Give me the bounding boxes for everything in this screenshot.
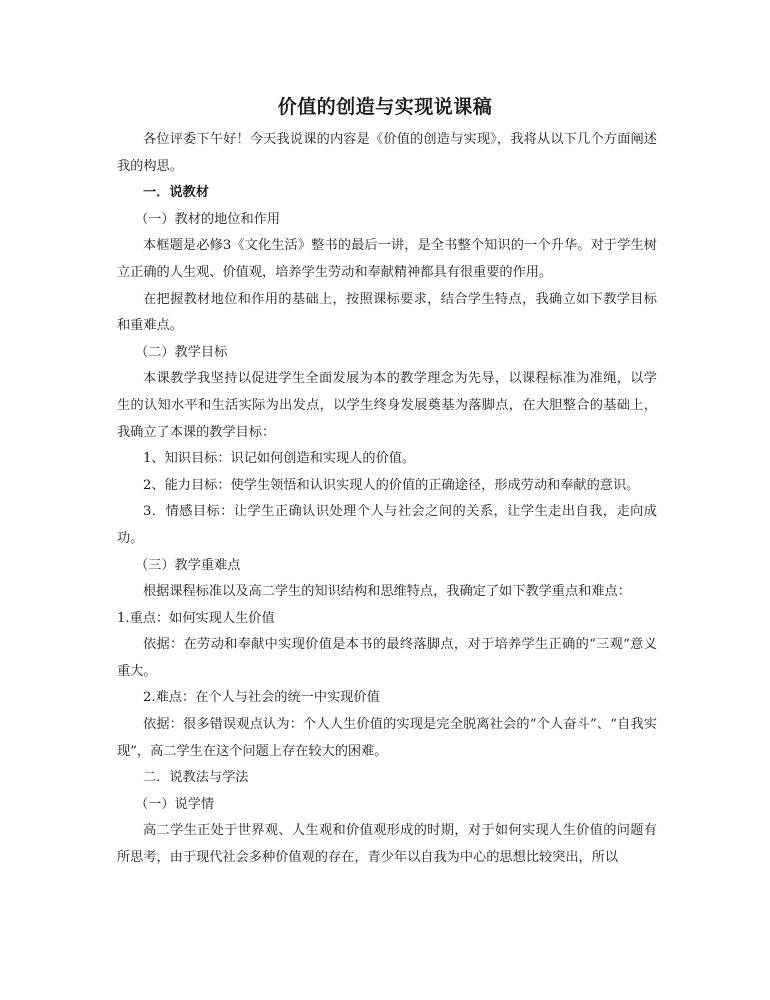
- document-body: [117, 127, 657, 872]
- paragraph-key-points-intro: 根据课程标准以及高二学生的知识结构和思维特点，我确定了如下教学重点和难点：: [143, 584, 631, 600]
- paragraph-key-point: 1.重点：如何实现人生价值: [117, 610, 275, 626]
- paragraph-textbook-role: 本框题是必修3《文化生活》整书的最后一讲，是全书整个知识的一个升华。对于学生树立正确的人生观、价值观，培养学生劳动和奉献精神都具有很重要的作用。: [117, 238, 657, 280]
- paragraph-teaching-goals: 本课教学我坚持以促进学生全面发展为本的教学理念为先导，以课程标准为准绳，以学生的认知水平和生活实际为出发点，以学生终身发展奠基为落脚点，在大胆整合的基础上，我确立了本课的教学目标：: [117, 371, 657, 440]
- paragraph-textbook-basis: 在把握教材地位和作用的基础上，按照课标要求，结合学生特点，我确立如下教学目标和重难点。: [117, 291, 657, 334]
- paragraph-emotion-goal: 3．情感目标：让学生正确认识处理个人与社会之间的关系，让学生走出自我，走向成功。: [117, 504, 657, 546]
- paragraph-knowledge-goal: 1、知识目标：识记如何创造和实现人的价值。: [143, 451, 416, 467]
- heading-subsection-1-1: （一）教材的地位和作用: [135, 211, 281, 227]
- heading-subsection-1-3: （三）教学重难点: [135, 557, 241, 573]
- paragraph-student-situation: 高二学生正处于世界观、人生观和价值观形成的时期，对于如何实现人生价值的问题有所思考，由于现代社会多种价值观的存在，青少年以自我为中心的思想比较突出，所以: [117, 823, 657, 866]
- paragraph-key-point-basis: 依据：在劳动和奉献中实现价值是本书的最终落脚点，对于培养学生正确的“三观”意义重大。: [117, 637, 657, 679]
- paragraph-difficult-point-basis: 依据：很多错误观点认为：个人人生价值的实现是完全脱离社会的“个人奋斗”、“自我实现”，高二学生在这个问题上存在较大的困难。: [117, 717, 657, 759]
- paragraph-difficult-point: 2.难点：在个人与社会的统一中实现价值: [143, 690, 380, 706]
- paragraph-ability-goal: 2、能力目标：使学生领悟和认识实现人的价值的正确途径，形成劳动和奉献的意识。: [143, 477, 640, 493]
- paragraph-greeting: 各位评委下午好！今天我说课的内容是《价值的创造与实现》，我将从以下几个方面阐述我的构思。: [117, 132, 657, 174]
- page-title: 价值的创造与实现说课稿: [277, 96, 493, 118]
- heading-section-1: 一．说教材: [143, 185, 209, 201]
- heading-section-2: 二．说教法与学法: [143, 770, 249, 786]
- heading-subsection-2-1: （一）说学情: [135, 796, 215, 812]
- heading-subsection-1-2: （二）教学目标: [135, 344, 228, 360]
